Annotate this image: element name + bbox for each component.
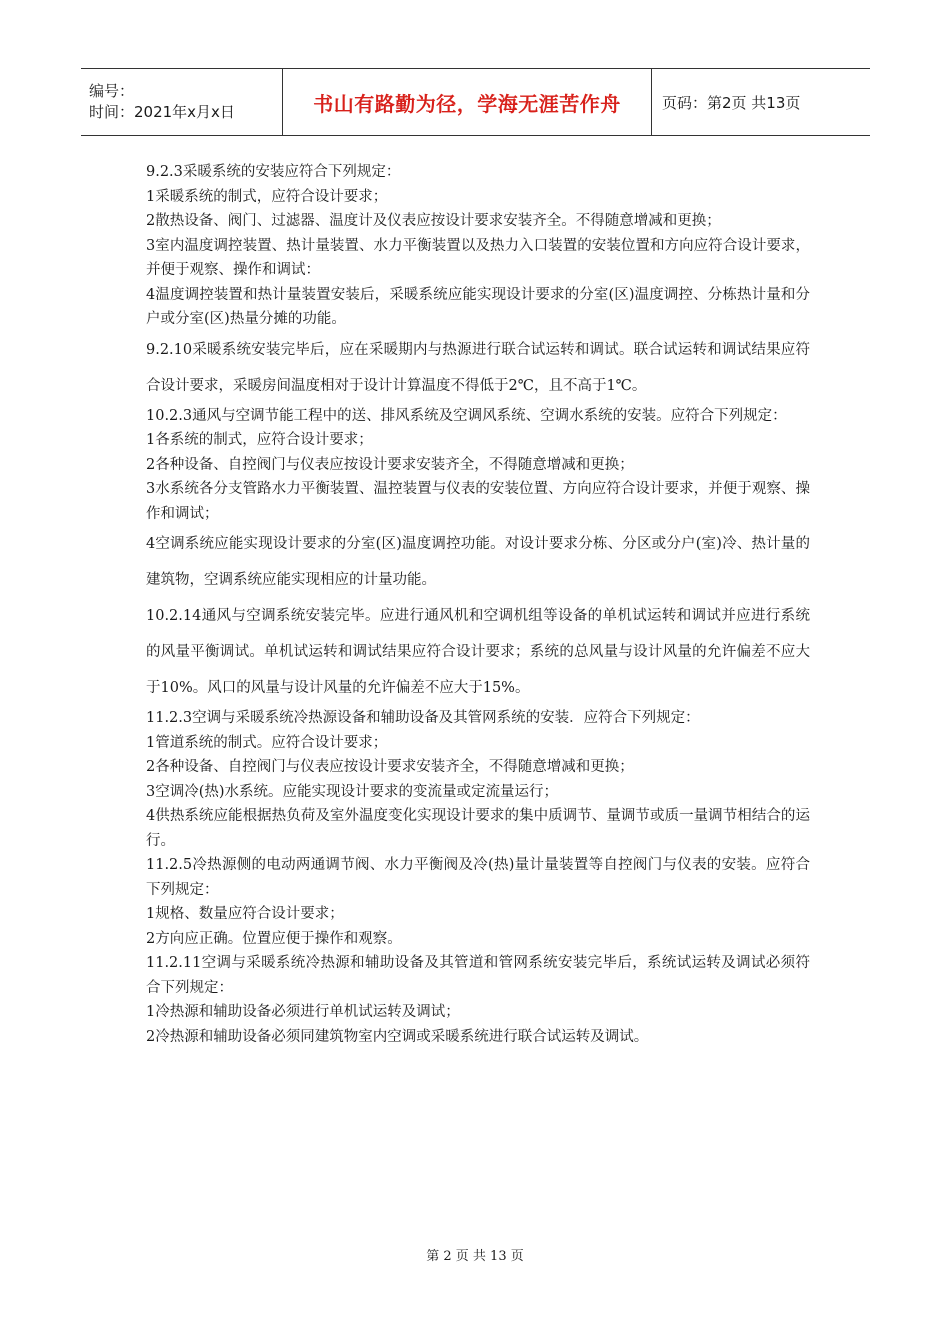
clause-9-2-10: 9.2.10采暖系统安装完毕后，应在采暖期内与热源进行联合试运转和调试。联合试运转和调试结果应符合设计要求，采暖房间温度相对于设计计算温度不得低于2℃，且不高于1℃。 [146,341,810,394]
clause-11-2-5: 11.2.5冷热源侧的电动两通调节阀、水力平衡阀及冷(热)量计量装置等自控阀门与仪表的安装。应符合下列规定： [146,857,810,898]
clause-9-2-3: 9.2.3采暖系统的安装应符合下列规定： [146,164,401,180]
list-item: 2各种设备、自控阀门与仪表应按设计要求安装齐全，不得随意增减和更换； [146,759,634,775]
clause-10-2-14: 10.2.14通风与空调系统安装完毕。应进行通风机和空调机组等设备的单机试运转和调试并应进行系统的风量平衡调试。单机试运转和调试结果应符合设计要求；系统的总风量与设计风量的允许偏差不应大于10%。风口的风量与设计风量的允许偏差不应大于15%。 [146,608,810,696]
clause-11-2-11: 11.2.11空调与采暖系统冷热源和辅助设备及其管道和管网系统安装完毕后，系统试运转及调试必须符合下列规定： [146,955,810,996]
list-item: 1规格、数量应符合设计要求； [146,906,344,922]
list-item: 2各种设备、自控阀门与仪表应按设计要求安装齐全，不得随意增减和更换； [146,456,634,473]
list-item: 1管道系统的制式。应符合设计要求； [146,734,388,751]
page-footer: 第 2 页 共 13 页 [426,1249,524,1264]
list-item: 2冷热源和辅助设备必须同建筑物室内空调或采暖系统进行联合试运转及调试。 [146,1028,649,1045]
list-item: 1冷热源和辅助设备必须进行单机试运转及调试； [146,1004,460,1020]
list-item: 3空调冷(热)水系统。应能实现设计要求的变流量或定流量运行； [146,783,559,800]
page-header [81,68,870,136]
clause-11-2-3: 11.2.3空调与采暖系统冷热源设备和辅助设备及其管网系统的安装．应符合下列规定： [146,710,700,726]
list-item: 2散热设备、阀门、过滤器、温度计及仪表应按设计要求安装齐全。不得随意增减和更换； [146,213,721,229]
clause-10-2-3: 10.2.3通风与空调节能工程中的送、排风系统及空调风系统、空调水系统的安装。应符合下列规定： [146,407,787,424]
list-item: 3室内温度调控装置、热计量装置、水力平衡装置以及热力入口装置的安装位置和方向应符合设计要求，并便于观察、操作和调试： [146,237,810,278]
list-item: 1采暖系统的制式，应符合设计要求； [146,188,388,205]
header-page-info: 页码：第2页 共13页 [662,93,801,112]
document-body [146,160,810,1049]
header-motto: 书山有路勤为径，学海无涯苦作舟 [282,69,652,135]
list-item: 2方向应正确。位置应便于操作和观察。 [146,930,402,947]
list-item: 1各系统的制式，应符合设计要求； [146,432,373,448]
list-item: 3水系统各分支管路水力平衡装置、温控装置与仪表的安装位置、方向应符合设计要求，并便于观察、操作和调试； [146,481,810,522]
header-meta [81,69,282,135]
code-label: 编号： [89,82,135,100]
list-item: 4空调系统应能实现设计要求的分室(区)温度调控功能。对设计要求分栋、分区或分户(室)冷、热计量的建筑物，空调系统应能实现相应的计量功能。 [146,536,810,588]
list-item: 4供热系统应能根据热负荷及室外温度变化实现设计要求的集中质调节、量调节或质一量调节相结合的运行。 [146,808,810,849]
time-label: 时间：2021年x月x日 [89,103,235,121]
list-item: 4温度调控装置和热计量装置安装后，采暖系统应能实现设计要求的分室(区)温度调控、分栋热计量和分户或分室(区)热量分摊的功能。 [146,286,810,327]
